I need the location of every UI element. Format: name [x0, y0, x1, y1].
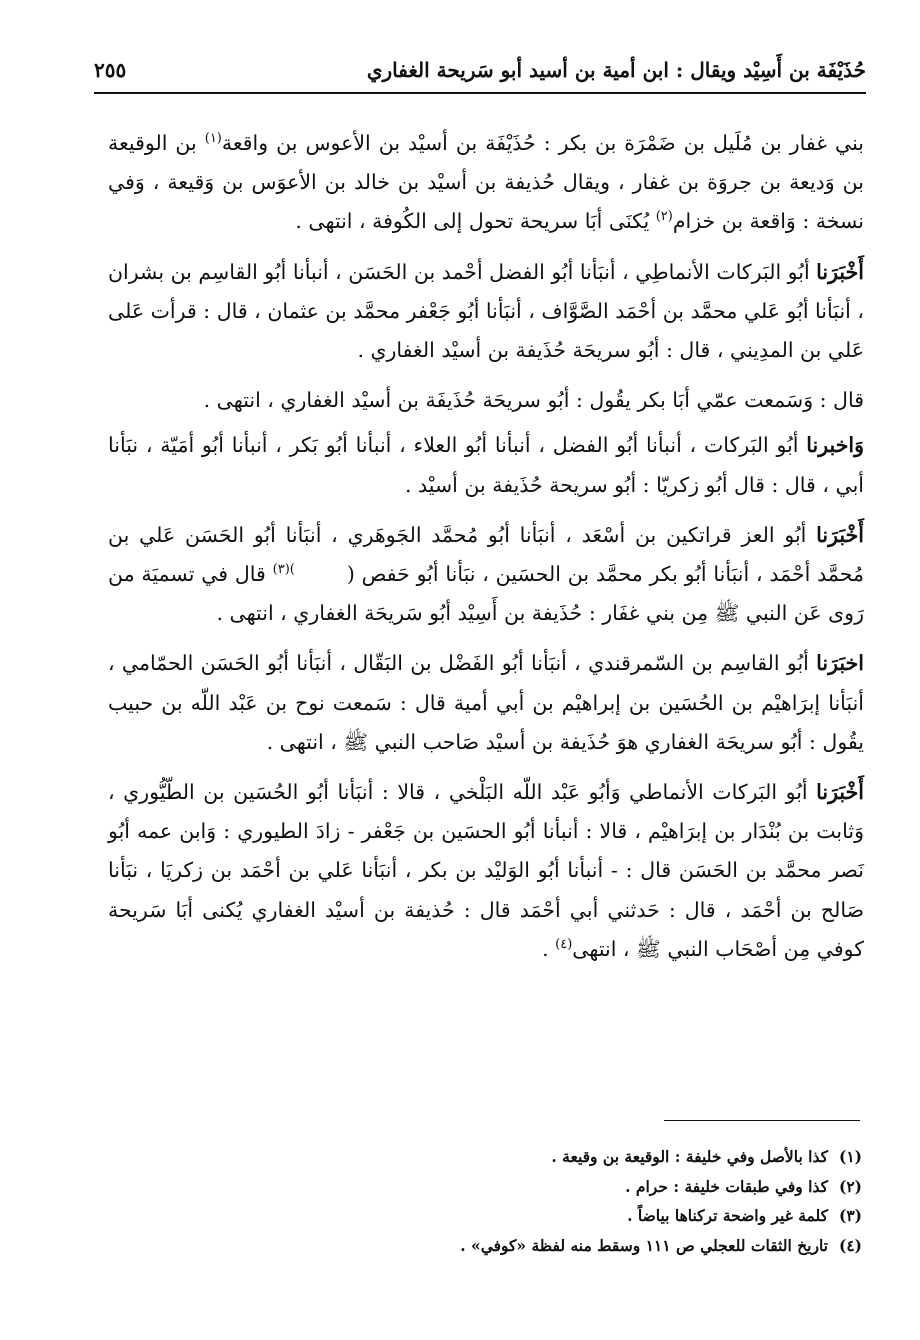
footnote-1 — [102, 1142, 862, 1172]
footnote-ref-2: (٢) — [655, 209, 673, 225]
page-number: ٢٥٥ — [94, 58, 127, 82]
footnote-number: (١) — [838, 1147, 862, 1166]
paragraph-lead-word: اخبَرَنا — [816, 651, 864, 676]
running-header — [94, 56, 866, 90]
footnote-ref-4: (٤) — [555, 937, 573, 953]
paragraph-text: أبُو البَركات الأنماطي وَأبُو عَبْد اللّه البَلْخي ، قالا : أنبَأنا أبُو الحُسَين بن الطّيُّوري ، وَثابت بن بُنْدَار بن إبرَاهيْم ، قالا : أنبأنا أبُو الحسَين بن جَعْفر - زادَ الطيوري : وَابن عمه أبُو نَصر محمَّد بن الحَسَن قال : - أنبأنا أبُو الوَليْد بن بكر ، أنبَأنا عَلي بن أحْمَد بن زكريَا ، نبَأنا صَالح بن أحْمَد ، قال : حَدثني أبي أحْمَد قال : حُذيفة بن أسيْد الغفاري يُكنى أبَا سَريحة كوفي مِن أصْحَاب النبي ﷺ ، انتهى — [108, 780, 864, 961]
footnote-number: (٢) — [838, 1176, 862, 1196]
paragraph-6 — [108, 644, 864, 762]
paragraph-2 — [108, 253, 864, 371]
header-rule — [94, 92, 866, 94]
paragraph-text: أبُو البَركات ، أنبأنا أبُو الفضل ، أنبأنا أبُو العلاء ، أنبأنا أبُو بَكر ، أنبأنا أبُو أمَيّة ، نبَأنا أبي ، قال : قال أبُو زكريّا : أبُو سريحة حُذَيفة بن أسيْد . — [108, 433, 864, 497]
paragraph-text: أبُو العز قراتكين بن أسْعَد ، أنبَأنا أبُو مُحمَّد الجَوهَري ، أنبَأنا أبُو الحَسَن عَلي بن مُحمَّد أحْمَد ، أنبَأنا أبُو بكر محمَّد بن الحسَين ، نبَأنا أبُو حَفص ( — [108, 522, 864, 587]
paragraph-lead-word: أَخْبَرَنا — [816, 780, 864, 805]
footnotes — [102, 1142, 862, 1260]
footnote-3 — [102, 1201, 862, 1231]
paragraph-text: بني غفار بن مُلَيل بن ضَمْرَة بن بكر : حُذَيْفَة بن أسيْد بن الأعوس بن واقعة — [221, 131, 864, 155]
paragraph-lead-word: أَخْبَرَنا — [816, 522, 864, 547]
footnote-text: كذا بالأصل وفي خليفة : الوقيعة بن وقيعة . — [551, 1147, 828, 1166]
footnote-text: تاريخ الثقات للعجلي ص ١١١ وسقط منه لفظة «كوفي» . — [460, 1235, 828, 1255]
paragraph-text: يُكنَى أبَا سريحة تحول إلى الكُوفة ، انتهى . — [295, 209, 656, 234]
paragraph-text: . — [542, 936, 556, 961]
paragraph-lead-word: أَخْبَرَنا — [816, 259, 864, 284]
paragraph-lead-word: وَاخبرنا — [806, 433, 864, 458]
footnote-ref-3: )(٣) — [272, 562, 295, 578]
paragraph-text: قال في تسميَة من رَوى عَن النبي ﷺ مِن بني غفَار : حُذَيفة بن أَسِيْد أبُو سَريحَة الغفاري ، انتهى . — [108, 562, 864, 626]
footnote-number: (٣) — [838, 1206, 862, 1225]
paragraph-3 — [108, 381, 864, 420]
paragraph-4 — [108, 426, 864, 504]
paragraph-text: بن الوقيعة بن وَديعة بن جروَة بن غفار ، ويقال حُذيفة بن أسيْد بن خالد بن الأعوَس بن وَقيعة ، وَفي نسخة : وَاقعة بن خزام — [108, 131, 864, 234]
paragraph-7 — [108, 773, 864, 969]
footnote-text: كلمة غير واضحة تركناها بياضاً . — [627, 1206, 828, 1225]
footnote-rule — [664, 1120, 860, 1121]
paragraph-text: أبُو القاسِم بن السّمرقندي ، أنبَأنا أبُو الفَضْل بن البَقّال ، أنبَأنا أبُو الحَسَن الحمّامي ، أنبَأنا إبرَاهيْم بن الحُسَين بن إبراهيْم بن أبي أمية قال : سَمعت نوح بن عَبْد اللّه بن حبيب يقُول : أبُو سريحَة الغفاري هوَ حُذَيفة بن أسيْد صَاحب النبي ﷺ ، انتهى . — [108, 651, 864, 754]
main-text — [108, 124, 864, 980]
footnote-number: (٤) — [838, 1235, 862, 1255]
footnote-4 — [102, 1231, 862, 1261]
footnote-2 — [102, 1172, 862, 1202]
paragraph-text: أبُو البَركات الأنماطِي ، أنبَأنا أبُو الفضل أحْمد بن الحَسَن ، أنبأنا أبُو القاسِم بن بشران ، أنبَأنا أبُو عَلي محمَّد بن أحْمَد الصَّوَّاف ، أنبَأنا أبُو جَعْفر محمَّد بن عثمان ، قال : قرأت عَلى عَلي بن المدِيني ، قال : أبُو سريحَة حُذَيفة بن أسيْد الغفاري . — [108, 259, 864, 363]
footnote-ref-1: (١) — [204, 131, 222, 147]
footnote-text: كذا وفي طبقات خليفة : حرام . — [625, 1176, 828, 1196]
paragraph-text: قال : وَسَمعت عمّي أبَا بكر يقُول : أبُو سريحَة حُذَيفَة بن أسيْد الغفاري ، انتهى . — [203, 388, 864, 413]
paragraph-1 — [108, 124, 864, 242]
running-header-title: حُذَيْفَة بن أَسِيْد ويقال : ابن أمية بن أسيد أبو سَريحة الغفاري — [366, 58, 866, 82]
paragraph-5 — [108, 516, 864, 634]
